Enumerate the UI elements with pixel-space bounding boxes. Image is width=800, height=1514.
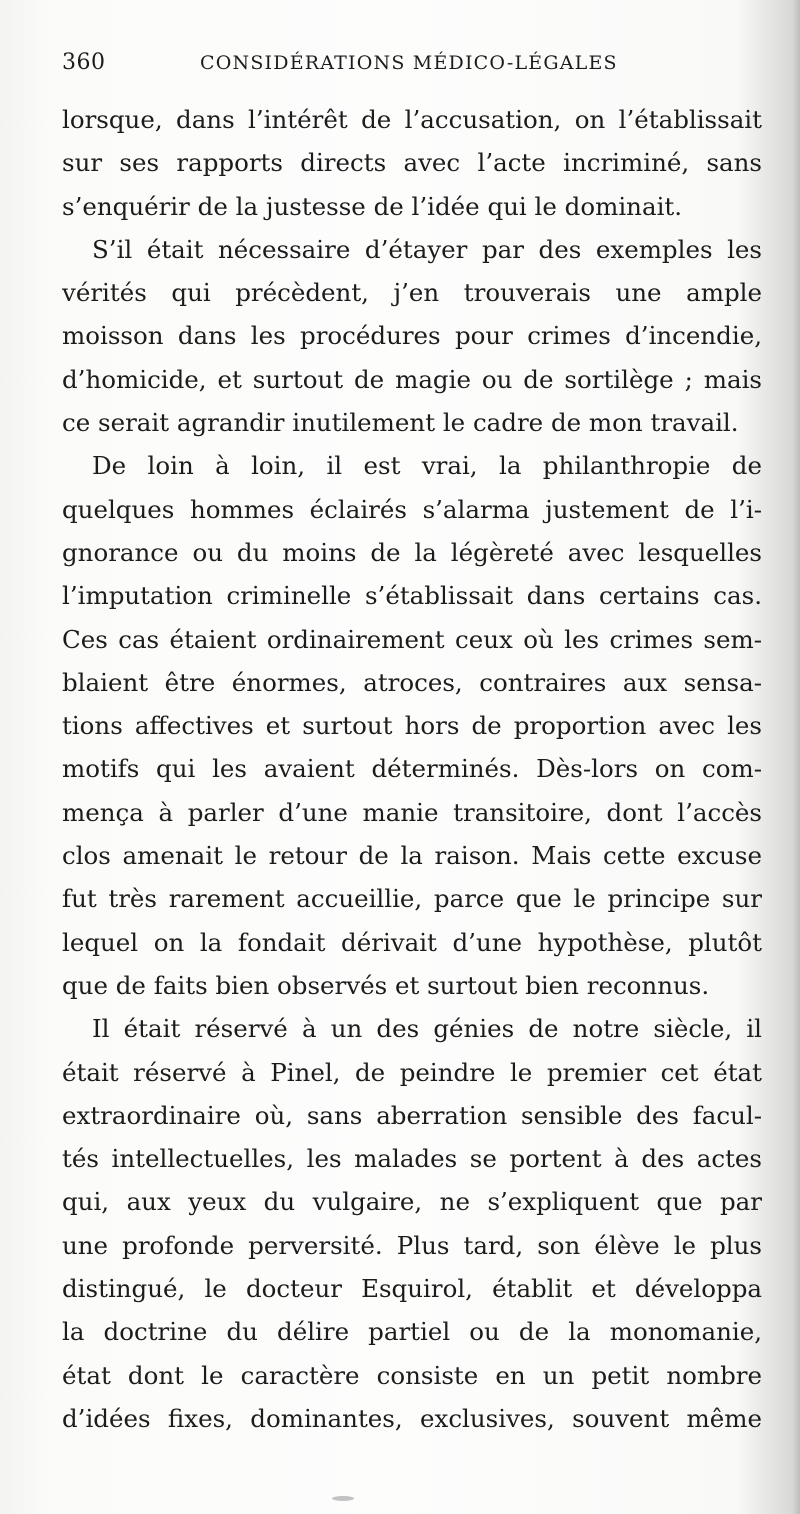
text-line: tés intellectuelles, les malades se portent à des actes xyxy=(62,1144,762,1174)
text-line: une profonde perversité. Plus tard, son élève le plus xyxy=(62,1230,762,1260)
text-line: blaient être énormes, atroces, contraires aux sensa- xyxy=(62,667,762,697)
paragraph-end-line: ce serait agrandir inutilement le cadre de mon travail. xyxy=(62,408,739,438)
text-line: tions affectives et surtout hors de proportion avec les xyxy=(62,711,762,741)
text-line: moisson dans les procédures pour crimes d’incendie, xyxy=(62,321,762,351)
text-line: quelques hommes éclairés s’alarma justement de l’i- xyxy=(62,494,762,524)
text-line: vérités qui précèdent, j’en trouverais une ample xyxy=(62,278,762,308)
text-line: lequel on la fondait dérivait d’une hypothèse, plutôt xyxy=(62,927,762,957)
text-line: fut très rarement accueillie, parce que le principe sur xyxy=(62,884,762,914)
paragraph-end-line: s’enquérir de la justesse de l’idée qui le dominait. xyxy=(62,191,683,221)
text-line: d’homicide, et surtout de magie ou de sortilège ; mais xyxy=(62,364,762,394)
text-line: était réservé à Pinel, de peindre le premier cet état xyxy=(62,1057,762,1087)
text-line: lorsque, dans l’intérêt de l’accusation, on l’établissait xyxy=(62,105,762,134)
text-line: clos amenait le retour de la raison. Mais cette excuse xyxy=(62,841,762,871)
text-line: Ces cas étaient ordinairement ceux où les crimes sem- xyxy=(62,624,762,654)
paragraph-start-line: Il était réservé à un des génies de notre siècle, il xyxy=(92,1014,762,1044)
text-line: qui, aux yeux du vulgaire, ne s’expliquent que par xyxy=(62,1187,762,1217)
text-line: distingué, le docteur Esquirol, établit et développa xyxy=(62,1274,762,1304)
body-text xyxy=(62,98,762,1440)
text-line: d’idées fixes, dominantes, exclusives, souvent même xyxy=(62,1403,762,1433)
paragraph-start-line: S’il était nécessaire d’étayer par des exemples les xyxy=(92,234,762,264)
page-number: 360 xyxy=(62,50,106,75)
running-title: CONSIDÉRATIONS MÉDICO-LÉGALES xyxy=(200,52,618,74)
text-line: la doctrine du délire partiel ou de la monomanie, xyxy=(62,1317,762,1347)
text-line: motifs qui les avaient déterminés. Dès-lors on com- xyxy=(62,754,762,784)
text-line: l’imputation criminelle s’établissait dans certains cas. xyxy=(62,581,762,611)
paragraph-end-line: que de faits bien observés et surtout bien reconnus. xyxy=(62,970,710,1000)
paragraph-start-line: De loin à loin, il est vrai, la philanthropie de xyxy=(92,451,762,481)
text-line: sur ses rapports directs avec l’acte incriminé, sans xyxy=(62,148,762,178)
text-line: gnorance ou du moins de la légèreté avec lesquelles xyxy=(62,537,762,567)
text-line: extraordinaire où, sans aberration sensible des facul- xyxy=(62,1100,762,1130)
text-line: mença à parler d’une manie transitoire, dont l’accès xyxy=(62,797,762,827)
ink-smudge xyxy=(332,1496,354,1501)
text-line: état dont le caractère consiste en un petit nombre xyxy=(62,1360,762,1390)
page-header xyxy=(62,50,762,86)
